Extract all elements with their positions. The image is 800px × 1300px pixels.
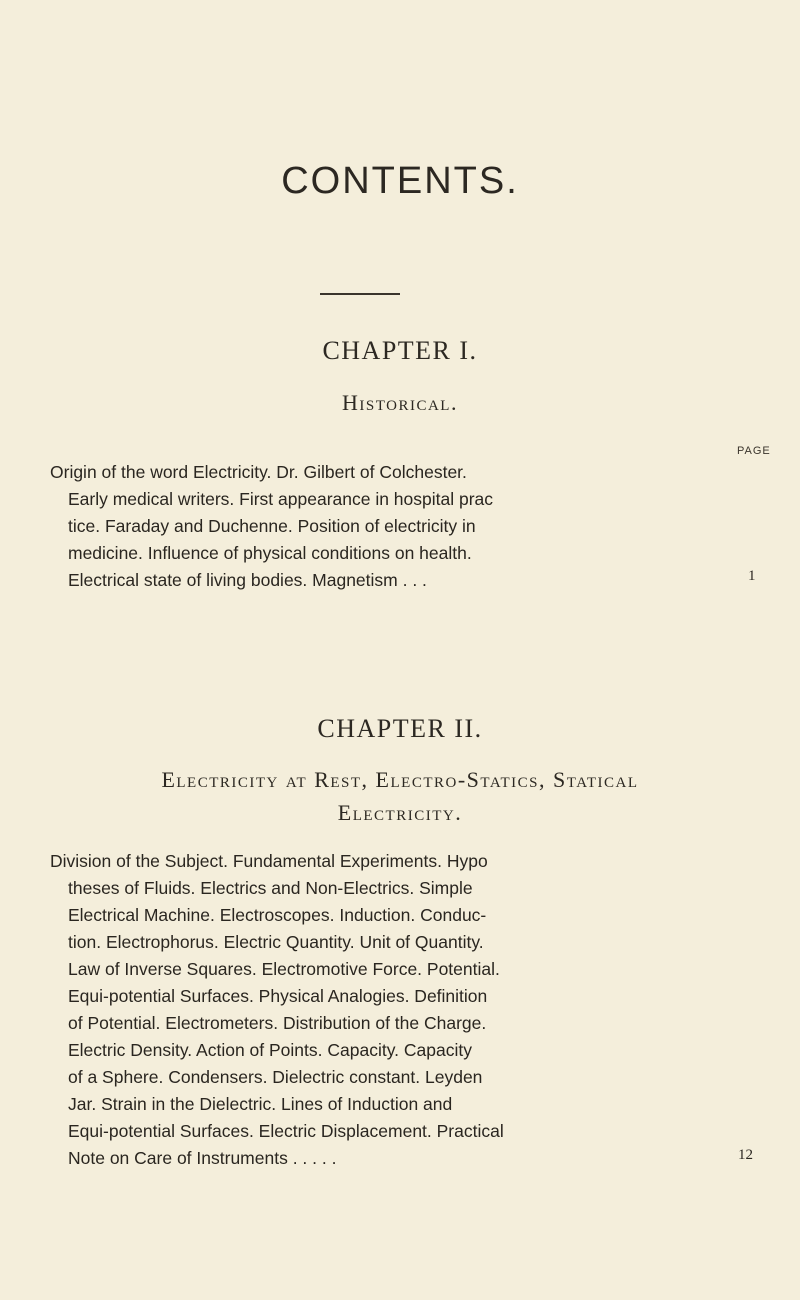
chapter-1-subtitle: Historical. <box>342 390 458 415</box>
entry-line: Equi-potential Surfaces. Electric Displacement. Practical <box>68 1121 504 1141</box>
chapter-1-page-number: 1 <box>748 568 756 584</box>
entry-line: Equi-potential Surfaces. Physical Analogies. Definition <box>68 986 488 1006</box>
entry-line: Law of Inverse Squares. Electromotive Force. Potential. <box>68 959 500 979</box>
entry-line: Note on Care of Instruments . . . . . <box>68 1148 337 1168</box>
entry-line: of Potential. Electrometers. Distribution of the Charge. <box>68 1013 487 1033</box>
chapter-2-subtitle-line-2: Electricity. <box>337 800 463 825</box>
chapter-2-page-number: 12 <box>738 1147 753 1163</box>
entry-line: Division of the Subject. Fundamental Experiments. Hypo <box>50 851 488 871</box>
entry-line: medicine. Influence of physical conditions on health. <box>68 543 472 563</box>
entry-line: Electric Density. Action of Points. Capacity. Capacity <box>68 1040 472 1060</box>
title-rule <box>320 293 400 295</box>
entry-line: Early medical writers. First appearance in hospital prac <box>68 489 494 509</box>
chapter-2-subtitle-line-1: Electricity at Rest, Electro-Statics, Statical <box>161 767 639 792</box>
entry-line: Electrical state of living bodies. Magnetism . . . <box>68 570 427 590</box>
entry-line: Electrical Machine. Electroscopes. Induction. Conduc- <box>68 905 487 925</box>
chapter-2-heading: CHAPTER II. <box>317 714 483 743</box>
chapter-1-entry <box>50 459 493 594</box>
entry-line: tion. Electrophorus. Electric Quantity. Unit of Quantity. <box>68 932 484 952</box>
page-column-label: PAGE <box>737 445 771 457</box>
chapter-1-heading: CHAPTER I. <box>322 336 478 365</box>
entry-line: Origin of the word Electricity. Dr. Gilbert of Colchester. <box>50 462 467 482</box>
entry-line: Jar. Strain in the Dielectric. Lines of Induction and <box>68 1094 453 1114</box>
chapter-2-entry <box>50 848 504 1172</box>
entry-line: theses of Fluids. Electrics and Non-Electrics. Simple <box>68 878 473 898</box>
entry-line: of a Sphere. Condensers. Dielectric constant. Leyden <box>68 1067 483 1087</box>
entry-line: tice. Faraday and Duchenne. Position of electricity in <box>68 516 476 536</box>
page-title: CONTENTS. <box>281 160 519 202</box>
